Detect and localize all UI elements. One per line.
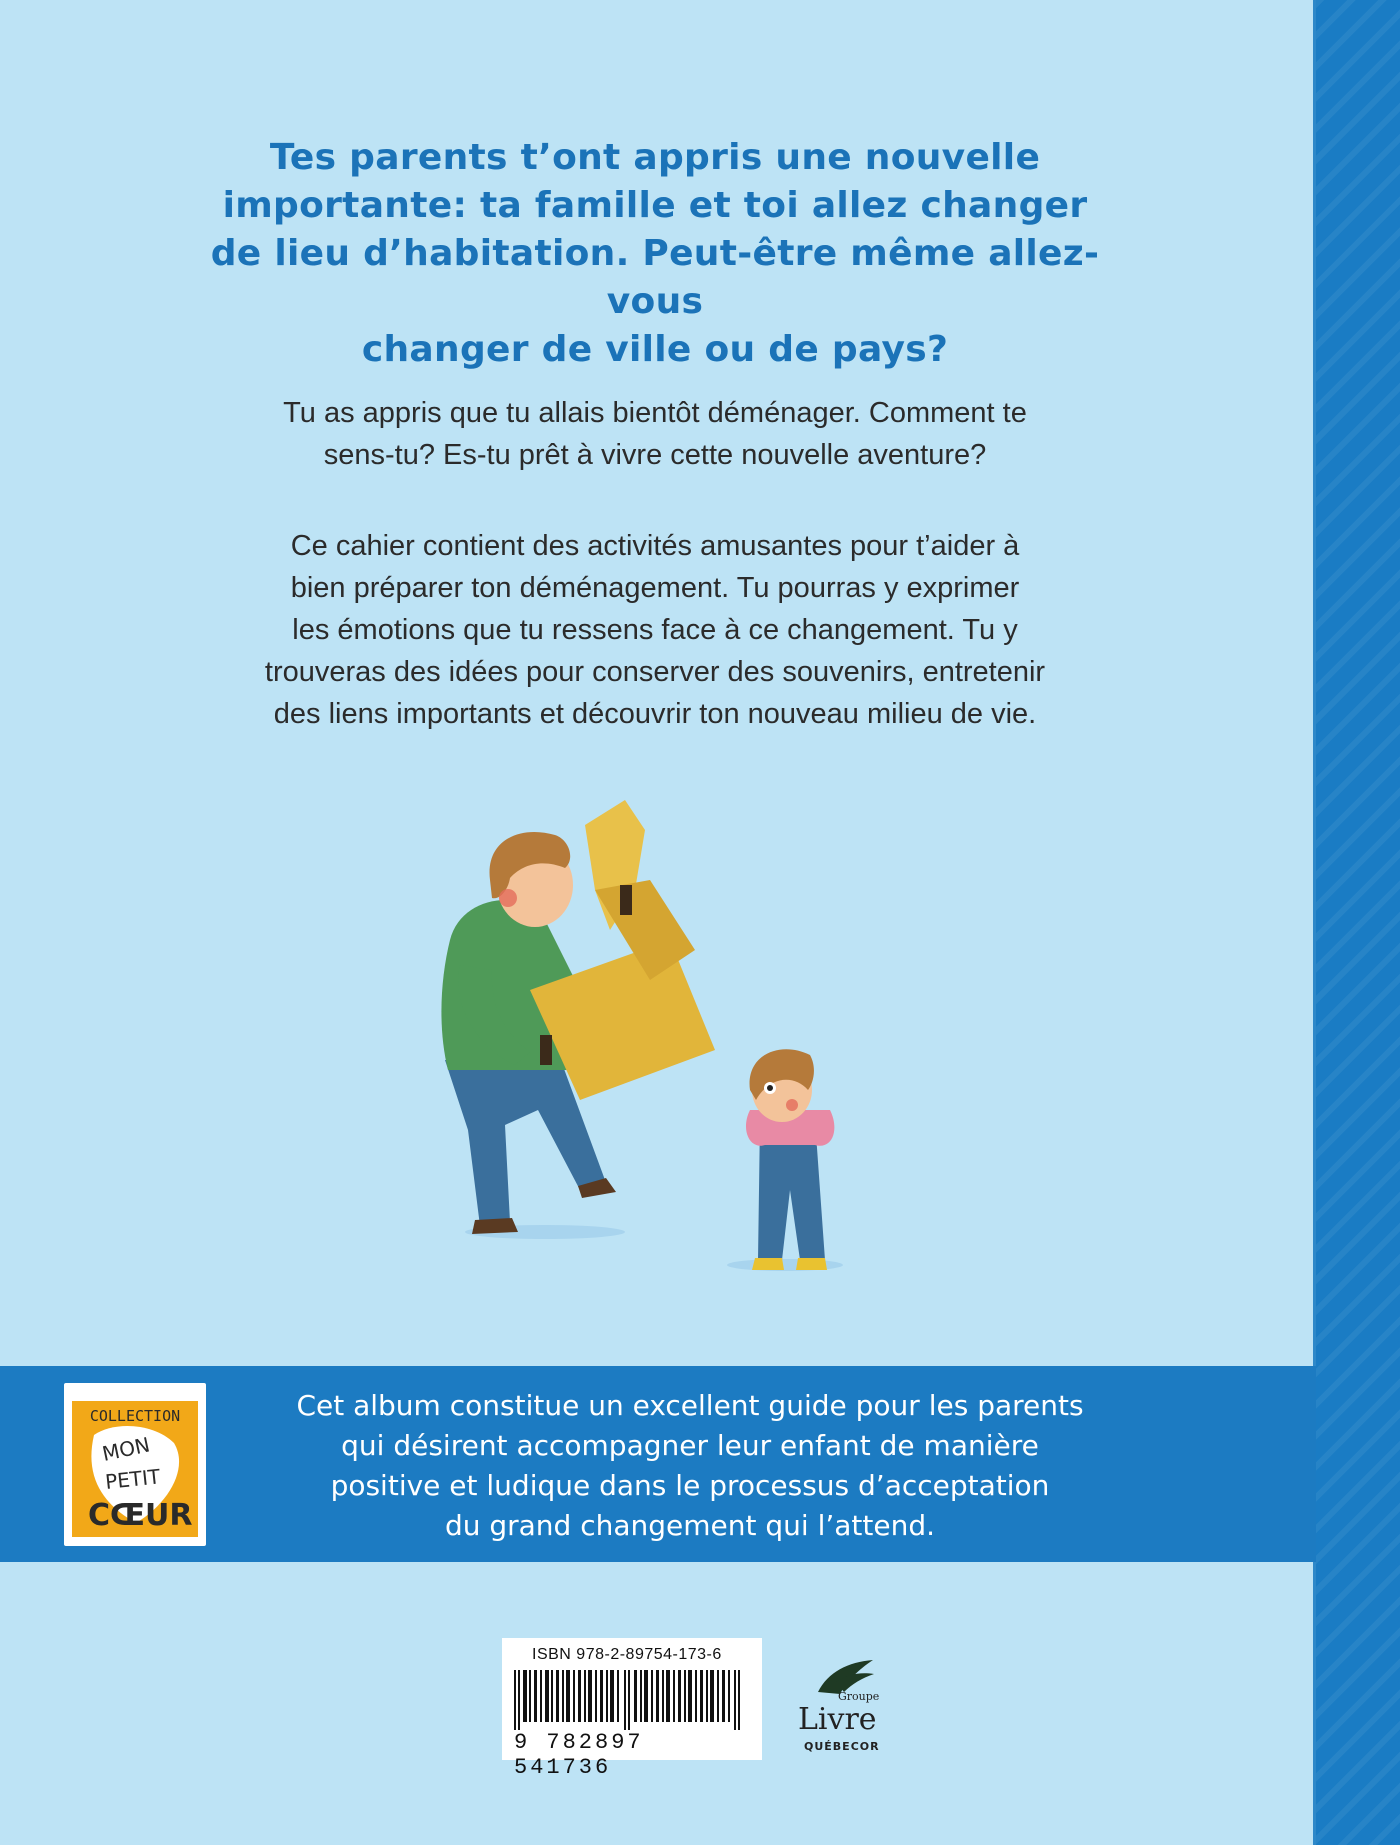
collection-label: COLLECTION <box>89 1407 181 1425</box>
headline-line: changer de ville ou de pays? <box>361 329 949 370</box>
band-text <box>255 1386 1125 1546</box>
publisher-livre: Livre <box>798 1702 877 1737</box>
publisher-groupe: Groupe <box>838 1690 880 1703</box>
father-shoe <box>472 1218 518 1234</box>
barcode-bars <box>514 1670 750 1730</box>
barcode-digits: 9 782897 541736 <box>514 1730 644 1780</box>
intro-line: Tu as appris que tu allais bientôt déménager. Comment te <box>283 397 1027 429</box>
father-cheek <box>499 889 517 907</box>
intro-line: sens-tu? Es-tu prêt à vivre cette nouvelle aventure? <box>323 439 987 471</box>
isbn-number: ISBN 978-2-89754-173-6 <box>532 1646 722 1663</box>
box-handle <box>620 885 632 915</box>
description-paragraph <box>170 525 1140 735</box>
spine-edge <box>1313 0 1316 1845</box>
parent-info-band <box>0 1366 1316 1562</box>
collection-name-line: CŒUR <box>88 1498 193 1533</box>
headline-line: de lieu d’habitation. Peut-être même allez-vous <box>210 233 1100 322</box>
child-shoe <box>752 1258 784 1270</box>
collection-name-line: MON <box>100 1432 152 1466</box>
collection-badge <box>64 1383 206 1546</box>
publisher-logo <box>778 1652 908 1762</box>
box-handle <box>540 1035 552 1065</box>
headline-line: importante: ta famille et toi allez changer <box>222 185 1088 226</box>
collection-name-line: PETIT <box>104 1464 162 1494</box>
description-line: trouveras des idées pour conserver des souvenirs, entretenir <box>264 656 1046 688</box>
headline <box>170 134 1140 374</box>
isbn-barcode <box>502 1638 762 1780</box>
description-line: bien préparer ton déménagement. Tu pourras y exprimer <box>290 572 1020 604</box>
publisher-quebecor: QUÉBECOR <box>804 1740 880 1753</box>
child-cheek <box>786 1099 798 1111</box>
description-line: des liens importants et découvrir ton nouveau milieu de vie. <box>273 698 1037 730</box>
father-carrying-box-and-child-illustration <box>420 790 880 1290</box>
band-line: positive et ludique dans le processus d’acceptation <box>330 1469 1050 1502</box>
band-line: Cet album constitue un excellent guide pour les parents <box>296 1389 1084 1422</box>
description-line: Ce cahier contient des activités amusantes pour t’aider à <box>290 530 1020 562</box>
description-line: les émotions que tu ressens face à ce changement. Tu y <box>292 614 1018 646</box>
headline-line: Tes parents t’ont appris une nouvelle <box>269 137 1041 178</box>
intro-paragraph <box>170 392 1140 476</box>
band-line: du grand changement qui l’attend. <box>444 1509 936 1542</box>
book-spine <box>1316 0 1400 1845</box>
band-line: qui désirent accompagner leur enfant de manière <box>341 1429 1039 1462</box>
child-shoe <box>796 1258 827 1270</box>
child-pupil <box>767 1085 773 1091</box>
